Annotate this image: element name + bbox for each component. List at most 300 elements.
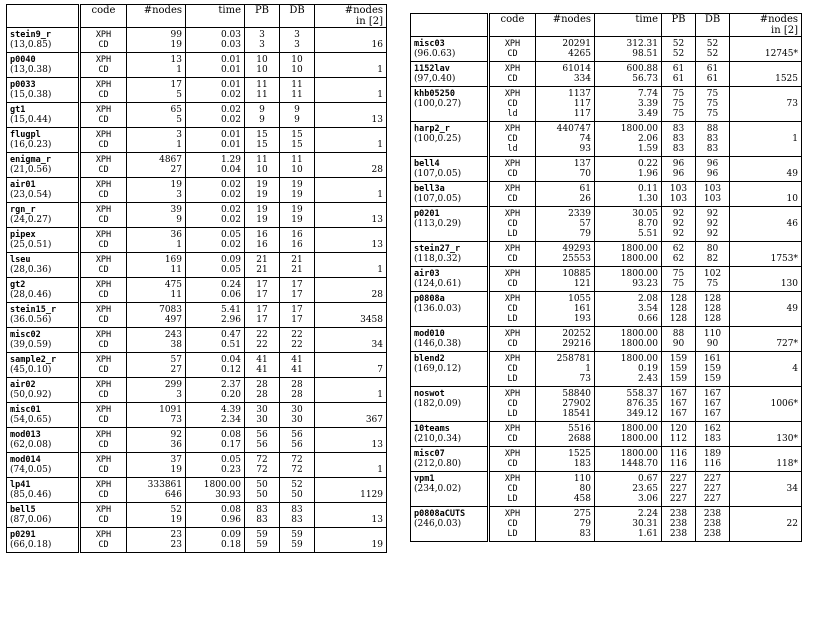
pb-cell: 16: [245, 228, 280, 241]
ref-nodes-cell: 16: [315, 40, 387, 53]
table-row: [411, 472, 802, 485]
empty-cell: [411, 314, 489, 327]
time-cell: 3.49: [595, 109, 662, 122]
nodes-cell: 333861: [127, 478, 186, 491]
table-row: [411, 134, 802, 144]
db-cell: 75: [696, 87, 730, 100]
time-cell: 1800.00: [595, 254, 662, 267]
db-cell: 128: [696, 292, 730, 305]
instance-dims: (15,0.38): [10, 90, 52, 100]
code-cell: XPH: [489, 387, 536, 400]
ref-nodes-cell: 49: [730, 304, 802, 314]
db-cell: 92: [696, 219, 730, 229]
pb-cell: 238: [662, 519, 696, 529]
time-cell: 30.93: [186, 490, 245, 503]
instance-dims: (118,0.32): [414, 254, 462, 264]
instance-name: lseu: [7, 253, 80, 266]
db-header: DB: [280, 5, 315, 28]
instance-name: mod013: [7, 428, 80, 441]
code-cell: XPH: [80, 428, 127, 441]
pb-cell: 10: [245, 53, 280, 66]
time-cell: 4.39: [186, 403, 245, 416]
time-cell: 1800.00: [595, 352, 662, 365]
pb-header: PB: [245, 5, 280, 28]
db-cell: 61: [696, 62, 730, 75]
instance-header: [411, 14, 489, 37]
db-cell: 75: [696, 99, 730, 109]
instance-name: sample2_r: [7, 353, 80, 366]
table-row: [7, 140, 387, 153]
instance-name: enigma_r: [7, 153, 80, 166]
time-cell: 0.19: [595, 364, 662, 374]
table-row: [7, 478, 387, 491]
code-cell: XPH: [489, 207, 536, 220]
table-row: [7, 528, 387, 541]
empty-cell: [411, 374, 489, 387]
pb-cell: 52: [662, 49, 696, 62]
table-row: [7, 28, 387, 41]
code-cell: XPH: [489, 507, 536, 520]
code-cell: CD: [489, 74, 536, 87]
instance-dims: (16,0.23): [10, 140, 52, 150]
ref-nodes-cell: 3458: [315, 315, 387, 328]
pb-cell: 3: [245, 40, 280, 53]
nodes-cell: 4867: [127, 153, 186, 166]
nodes-cell: 13: [127, 53, 186, 66]
empty-cell: [730, 314, 802, 327]
table-row: [411, 434, 802, 447]
db-cell: 56: [280, 440, 315, 453]
instance-dims: (24,0.27): [10, 215, 52, 225]
code-cell: CD: [489, 219, 536, 229]
nodes-cell: 49293: [536, 242, 595, 255]
code-cell: CD: [80, 290, 127, 303]
code-cell: ld: [489, 144, 536, 157]
db-cell: 83: [696, 144, 730, 157]
table-row: [411, 399, 802, 409]
code-cell: XPH: [489, 62, 536, 75]
instance-name: stein27_r: [411, 242, 489, 255]
db-cell: 80: [696, 242, 730, 255]
pb-cell: 61: [662, 74, 696, 87]
empty-cell: [730, 494, 802, 507]
table-row: [411, 242, 802, 255]
instance-dims: (246,0.03): [414, 519, 462, 529]
table-row: [7, 278, 387, 291]
ref-nodes-cell: 1: [315, 90, 387, 103]
nodes-cell: 1: [127, 240, 186, 253]
instance-name: air02: [7, 378, 80, 391]
table-row: [411, 207, 802, 220]
nodes-header: #nodes: [127, 5, 186, 28]
instance-name: flugpl: [7, 128, 80, 141]
code-cell: CD: [489, 49, 536, 62]
table-row: [411, 74, 802, 87]
pb-cell: 56: [245, 440, 280, 453]
table-row: [411, 122, 802, 135]
pb-cell: 238: [662, 507, 696, 520]
instance-name: blend2: [411, 352, 489, 365]
nodes-cell: 110: [536, 472, 595, 485]
time-cell: 0.02: [186, 240, 245, 253]
time-cell: 558.37: [595, 387, 662, 400]
pb-cell: 88: [662, 327, 696, 340]
db-cell: 3: [280, 40, 315, 53]
db-cell: 238: [696, 519, 730, 529]
table-row: [411, 374, 802, 387]
nodes-cell: 19: [127, 40, 186, 53]
db-cell: 75: [696, 109, 730, 122]
table-row: [7, 378, 387, 391]
instance-dims: (107,0.05): [414, 169, 462, 179]
instance-name: khb05250: [411, 87, 489, 100]
table-row: [7, 240, 387, 253]
table-row: [7, 440, 387, 453]
pb-cell: 28: [245, 378, 280, 391]
pb-cell: 15: [245, 140, 280, 153]
time-cell: 0.17: [186, 440, 245, 453]
pb-cell: 22: [245, 340, 280, 353]
ref-nodes-cell: 1753*: [730, 254, 802, 267]
instance-name: mod014: [7, 453, 80, 466]
instance-dims: (45,0.10): [10, 365, 52, 375]
ref-nodes-cell: 1525: [730, 74, 802, 87]
ref-nodes-cell: 22: [730, 519, 802, 529]
table-row: [7, 65, 387, 78]
code-cell: XPH: [489, 87, 536, 100]
pb-cell: 50: [245, 490, 280, 503]
pb-cell: 17: [245, 315, 280, 328]
time-cell: 1800.00: [595, 327, 662, 340]
time-cell: 30.31: [595, 519, 662, 529]
nodes-cell: 36: [127, 440, 186, 453]
instance-dims: (74,0.05): [10, 465, 52, 475]
code-cell: CD: [489, 304, 536, 314]
instance-name: bell3a: [411, 182, 489, 195]
table-row: [411, 364, 802, 374]
code-cell: ld: [489, 109, 536, 122]
empty-cell: [315, 78, 387, 91]
table-row: [7, 465, 387, 478]
empty-cell: [730, 182, 802, 195]
ref-nodes-cell: 13: [315, 440, 387, 453]
table-row: [411, 314, 802, 327]
nodes-cell: 61: [536, 182, 595, 195]
empty-cell: [730, 387, 802, 400]
time-cell: 1800.00: [595, 267, 662, 280]
table-row: [411, 229, 802, 242]
table-row: [7, 178, 387, 191]
table-row: [7, 115, 387, 128]
db-cell: 96: [696, 157, 730, 170]
ref-nodes-cell: 34: [315, 340, 387, 353]
nodes-header: #nodes: [536, 14, 595, 37]
nodes-cell: 5: [127, 90, 186, 103]
code-cell: CD: [80, 540, 127, 553]
instance-dims: (136.0.03): [414, 304, 462, 314]
time-cell: 0.03: [186, 40, 245, 53]
time-cell: 0.01: [186, 65, 245, 78]
instance-name: vpm1: [411, 472, 489, 485]
time-cell: 3.06: [595, 494, 662, 507]
table-row: [411, 144, 802, 157]
nodes-cell: 137: [536, 157, 595, 170]
instance-dims: (36.0.56): [10, 315, 52, 325]
instance-name: pipex: [7, 228, 80, 241]
time-cell: 0.02: [186, 115, 245, 128]
code-cell: CD: [489, 484, 536, 494]
instance-dims: (54,0.65): [10, 415, 52, 425]
instance-dims: (25,0.51): [10, 240, 52, 250]
code-cell: CD: [489, 194, 536, 207]
time-cell: 1.30: [595, 194, 662, 207]
nodes-cell: 57: [536, 219, 595, 229]
pb-cell: 16: [245, 240, 280, 253]
nodes-cell: 73: [536, 374, 595, 387]
pb-cell: 159: [662, 374, 696, 387]
instance-name: air01: [7, 178, 80, 191]
ref-nodes-cell: 13: [315, 115, 387, 128]
pb-cell: 90: [662, 339, 696, 352]
time-cell: 2.24: [595, 507, 662, 520]
pb-cell: 19: [245, 190, 280, 203]
code-cell: CD: [80, 140, 127, 153]
code-cell: XPH: [80, 503, 127, 516]
empty-cell: [315, 28, 387, 41]
pb-cell: 3: [245, 28, 280, 41]
table-row: [7, 428, 387, 441]
empty-cell: [730, 409, 802, 422]
db-cell: 167: [696, 387, 730, 400]
nodes-cell: 9: [127, 215, 186, 228]
pb-cell: 83: [662, 144, 696, 157]
code-cell: CD: [80, 265, 127, 278]
ref-nodes-cell: 367: [315, 415, 387, 428]
empty-cell: [730, 327, 802, 340]
db-cell: 19: [280, 203, 315, 216]
instance-name: rgn_r: [7, 203, 80, 216]
pb-cell: 17: [245, 303, 280, 316]
nodes-cell: 299: [127, 378, 186, 391]
pb-cell: 75: [662, 99, 696, 109]
time-cell: 0.51: [186, 340, 245, 353]
nodes-cell: 25553: [536, 254, 595, 267]
nodes-cell: 26: [536, 194, 595, 207]
nodes-cell: 440747: [536, 122, 595, 135]
db-cell: 3: [280, 28, 315, 41]
db-cell: 22: [280, 328, 315, 341]
ref-nodes-cell: 1: [315, 140, 387, 153]
empty-cell: [315, 478, 387, 491]
empty-cell: [730, 374, 802, 387]
ref-nodes-cell: 4: [730, 364, 802, 374]
db-cell: 102: [696, 267, 730, 280]
table-row: [411, 484, 802, 494]
table-row: [7, 128, 387, 141]
pb-cell: 41: [245, 353, 280, 366]
table-row: [7, 103, 387, 116]
nodes-cell: 93: [536, 144, 595, 157]
pb-cell: 128: [662, 304, 696, 314]
table-row: [7, 540, 387, 553]
pb-cell: 19: [245, 178, 280, 191]
instance-dims: (210,0.34): [414, 434, 462, 444]
table-row: [411, 327, 802, 340]
nodes-cell: 193: [536, 314, 595, 327]
empty-cell: [730, 447, 802, 460]
instance-name: bell4: [411, 157, 489, 170]
code-cell: CD: [80, 440, 127, 453]
table-row: [411, 157, 802, 170]
pb-cell: 30: [245, 415, 280, 428]
time-cell: 0.05: [186, 453, 245, 466]
empty-cell: [730, 472, 802, 485]
time-cell: 5.41: [186, 303, 245, 316]
code-cell: XPH: [489, 157, 536, 170]
pb-cell: 96: [662, 157, 696, 170]
nodes-cell: 70: [536, 169, 595, 182]
time-cell: 876.35: [595, 399, 662, 409]
instance-name: p0808aCUTS: [411, 507, 489, 520]
table-row: [411, 352, 802, 365]
db-cell: 128: [696, 314, 730, 327]
ref-nodes-cell: 49: [730, 169, 802, 182]
time-cell: 2.06: [595, 134, 662, 144]
ref-nodes-header: #nodes in [2]: [315, 5, 387, 28]
nodes-cell: 7083: [127, 303, 186, 316]
empty-cell: [730, 352, 802, 365]
table-row: [411, 292, 802, 305]
pb-cell: 72: [245, 453, 280, 466]
instance-dims: (182,0.09): [414, 399, 462, 409]
nodes-cell: 92: [127, 428, 186, 441]
empty-cell: [730, 292, 802, 305]
table-row: [411, 422, 802, 435]
table-row: [7, 365, 387, 378]
table-row: [7, 215, 387, 228]
db-cell: 227: [696, 472, 730, 485]
time-cell: 0.18: [186, 540, 245, 553]
nodes-cell: 19: [127, 465, 186, 478]
ref-nodes-cell: 28: [315, 290, 387, 303]
instance-dims: (50,0.92): [10, 390, 52, 400]
nodes-cell: 3: [127, 390, 186, 403]
db-cell: 9: [280, 103, 315, 116]
nodes-cell: 5516: [536, 422, 595, 435]
empty-cell: [730, 229, 802, 242]
nodes-cell: 475: [127, 278, 186, 291]
empty-cell: [315, 378, 387, 391]
db-cell: 16: [280, 240, 315, 253]
pb-cell: 10: [245, 165, 280, 178]
code-cell: CD: [489, 434, 536, 447]
time-cell: 0.08: [186, 503, 245, 516]
code-cell: LD: [489, 374, 536, 387]
pb-cell: 22: [245, 328, 280, 341]
db-cell: 30: [280, 403, 315, 416]
time-cell: 0.09: [186, 253, 245, 266]
empty-cell: [315, 303, 387, 316]
nodes-cell: 37: [127, 453, 186, 466]
time-cell: 5.51: [595, 229, 662, 242]
instance-name: gt2: [7, 278, 80, 291]
table-row: [7, 190, 387, 203]
table-row: [411, 219, 802, 229]
pb-cell: 28: [245, 390, 280, 403]
time-cell: 1800.00: [595, 242, 662, 255]
instance-dims: (62,0.08): [10, 440, 52, 450]
empty-cell: [730, 87, 802, 100]
db-cell: 227: [696, 494, 730, 507]
db-cell: 19: [280, 215, 315, 228]
nodes-cell: 117: [536, 99, 595, 109]
empty-cell: [411, 109, 489, 122]
nodes-cell: 38: [127, 340, 186, 353]
table-row: [411, 447, 802, 460]
db-cell: 11: [280, 90, 315, 103]
code-cell: CD: [80, 65, 127, 78]
nodes-cell: 1: [536, 364, 595, 374]
table-row: [411, 99, 802, 109]
code-cell: XPH: [80, 103, 127, 116]
pb-cell: 62: [662, 242, 696, 255]
pb-cell: 9: [245, 115, 280, 128]
code-cell: CD: [489, 99, 536, 109]
table-row: [411, 169, 802, 182]
db-cell: 238: [696, 507, 730, 520]
ref-nodes-cell: 1: [315, 65, 387, 78]
time-cell: 1.61: [595, 529, 662, 542]
nodes-cell: 19: [127, 178, 186, 191]
nodes-cell: 17: [127, 78, 186, 91]
code-cell: XPH: [80, 203, 127, 216]
instance-dims: (212,0.80): [414, 459, 462, 469]
code-cell: LD: [489, 229, 536, 242]
pb-cell: 128: [662, 314, 696, 327]
time-cell: 349.12: [595, 409, 662, 422]
empty-cell: [730, 144, 802, 157]
instance-dims: (169,0.12): [414, 364, 462, 374]
time-cell: 0.01: [186, 128, 245, 141]
left-results-table: [6, 4, 387, 553]
empty-cell: [730, 62, 802, 75]
time-cell: 0.05: [186, 265, 245, 278]
db-cell: 103: [696, 182, 730, 195]
table-row: [411, 304, 802, 314]
code-cell: XPH: [489, 292, 536, 305]
code-cell: XPH: [489, 267, 536, 280]
nodes-cell: 243: [127, 328, 186, 341]
nodes-cell: 121: [536, 279, 595, 292]
db-header: DB: [696, 14, 730, 37]
nodes-cell: 19: [127, 515, 186, 528]
pb-cell: 167: [662, 409, 696, 422]
ref-nodes-cell: 13: [315, 240, 387, 253]
table-row: [7, 403, 387, 416]
pb-cell: 61: [662, 62, 696, 75]
table-row: [411, 37, 802, 50]
pb-cell: 92: [662, 207, 696, 220]
table-row: [411, 49, 802, 62]
time-cell: 1800.00: [595, 122, 662, 135]
empty-cell: [730, 109, 802, 122]
empty-cell: [315, 278, 387, 291]
code-cell: XPH: [489, 472, 536, 485]
pb-cell: 103: [662, 194, 696, 207]
ref-nodes-cell: 130: [730, 279, 802, 292]
ref-nodes-cell: 1: [730, 134, 802, 144]
pb-header: PB: [662, 14, 696, 37]
